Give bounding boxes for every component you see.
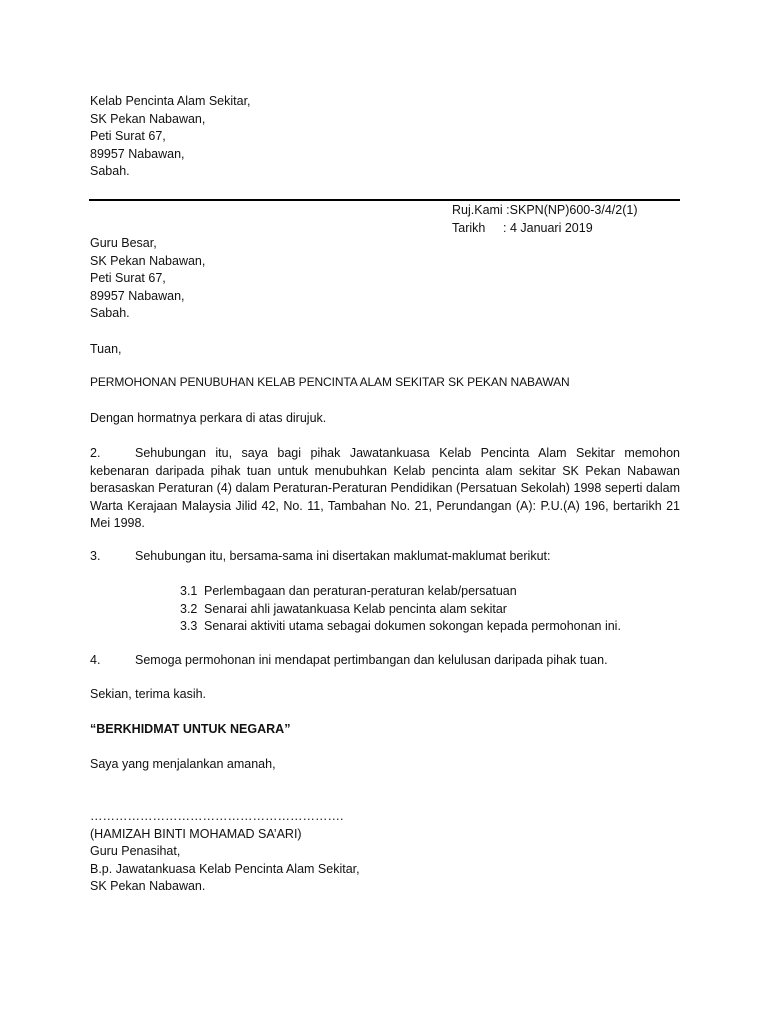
- list-item: [180, 601, 680, 619]
- signatory-title: Guru Penasihat,: [90, 844, 181, 858]
- list-item-text: Senarai aktiviti utama sebagai dokumen sokongan kepada permohonan ini.: [204, 619, 621, 633]
- date-value: : 4 Januari 2019: [503, 220, 593, 235]
- sender-line: Kelab Pencinta Alam Sekitar,: [90, 94, 251, 108]
- header-divider: [89, 199, 680, 201]
- list-item: [180, 583, 680, 601]
- paragraph-2: [90, 445, 680, 533]
- list-item-text: Senarai ahli jawatankuasa Kelab pencinta alam sekitar: [204, 601, 507, 616]
- paragraph-text: Sehubungan itu, bersama-sama ini disertakan maklumat-maklumat berikut:: [135, 549, 551, 563]
- motto: “BERKHIDMAT UNTUK NEGARA”: [90, 722, 291, 736]
- signature-line: …………………………………………………….: [90, 809, 344, 823]
- list-item-number: 3.3: [180, 619, 198, 633]
- signature-block: [90, 808, 680, 896]
- reference-row: [452, 202, 682, 220]
- reference-value: SKPN(NP)600-3/4/2(1): [509, 203, 638, 217]
- sender-address: [90, 93, 680, 181]
- letter-subject: PERMOHONAN PENUBUHAN KELAB PENCINTA ALAM SEKITAR SK PEKAN NABAWAN: [90, 375, 570, 389]
- list-item-text: Perlembagaan dan peraturan-peraturan kelab/persatuan: [204, 584, 517, 598]
- attachment-list: [180, 583, 680, 636]
- reference-label: Ruj.Kami :: [452, 203, 510, 217]
- date-label: Tarikh: [452, 220, 486, 235]
- recipient-line: SK Pekan Nabawan,: [90, 253, 206, 268]
- list-item-number: 3.1: [180, 584, 198, 598]
- sender-line: Sabah.: [90, 164, 130, 178]
- paragraph-3: [90, 548, 680, 566]
- salutation: Tuan,: [90, 342, 122, 356]
- paragraph-number: 3.: [90, 549, 101, 563]
- signatory-school: SK Pekan Nabawan.: [90, 879, 206, 893]
- recipient-address: [90, 235, 680, 323]
- list-item-number: 3.2: [180, 601, 198, 616]
- reference-block: [452, 202, 682, 237]
- signatory-organization: B.p. Jawatankuasa Kelab Pencinta Alam Sekitar,: [90, 861, 360, 876]
- sender-line: 89957 Nabawan,: [90, 146, 185, 161]
- paragraph-number: 2.: [90, 446, 101, 460]
- paragraph-text: Sehubungan itu, saya bagi pihak Jawatankuasa Kelab Pencinta Alam Sekitar memohon kebenaran daripada pihak tuan untuk menubuhkan Kelab pencinta alam sekitar SK Pekan Nabawan berasaskan Peraturan (4) dalam Peraturan-Peraturan Pendidikan (Persatuan Sekolah) 1998 seperti dalam Warta Kerajaan Malaysia Jilid 42, No. 11, Tambahan No. 21, Perundangan (A): P.U.(A) 196, bertarikh 21 Mei 1998.: [90, 446, 680, 530]
- paragraph-text: Semoga permohonan ini mendapat pertimbangan dan kelulusan daripada pihak tuan.: [135, 653, 608, 667]
- recipient-line: 89957 Nabawan,: [90, 288, 185, 303]
- recipient-line: Sabah.: [90, 306, 130, 320]
- signatory-name: (HAMIZAH BINTI MOHAMAD SA’ARI): [90, 826, 302, 841]
- closing-line: Sekian, terima kasih.: [90, 687, 207, 701]
- sender-line: SK Pekan Nabawan,: [90, 111, 206, 126]
- paragraph-number: 4.: [90, 653, 101, 667]
- opening-sentence: Dengan hormatnya perkara di atas dirujuk.: [90, 411, 327, 425]
- paragraph-4: [90, 652, 680, 670]
- list-item: [180, 618, 680, 636]
- recipient-line: Guru Besar,: [90, 236, 157, 250]
- recipient-line: Peti Surat 67,: [90, 271, 166, 285]
- sender-line: Peti Surat 67,: [90, 129, 166, 143]
- sign-off: Saya yang menjalankan amanah,: [90, 757, 276, 771]
